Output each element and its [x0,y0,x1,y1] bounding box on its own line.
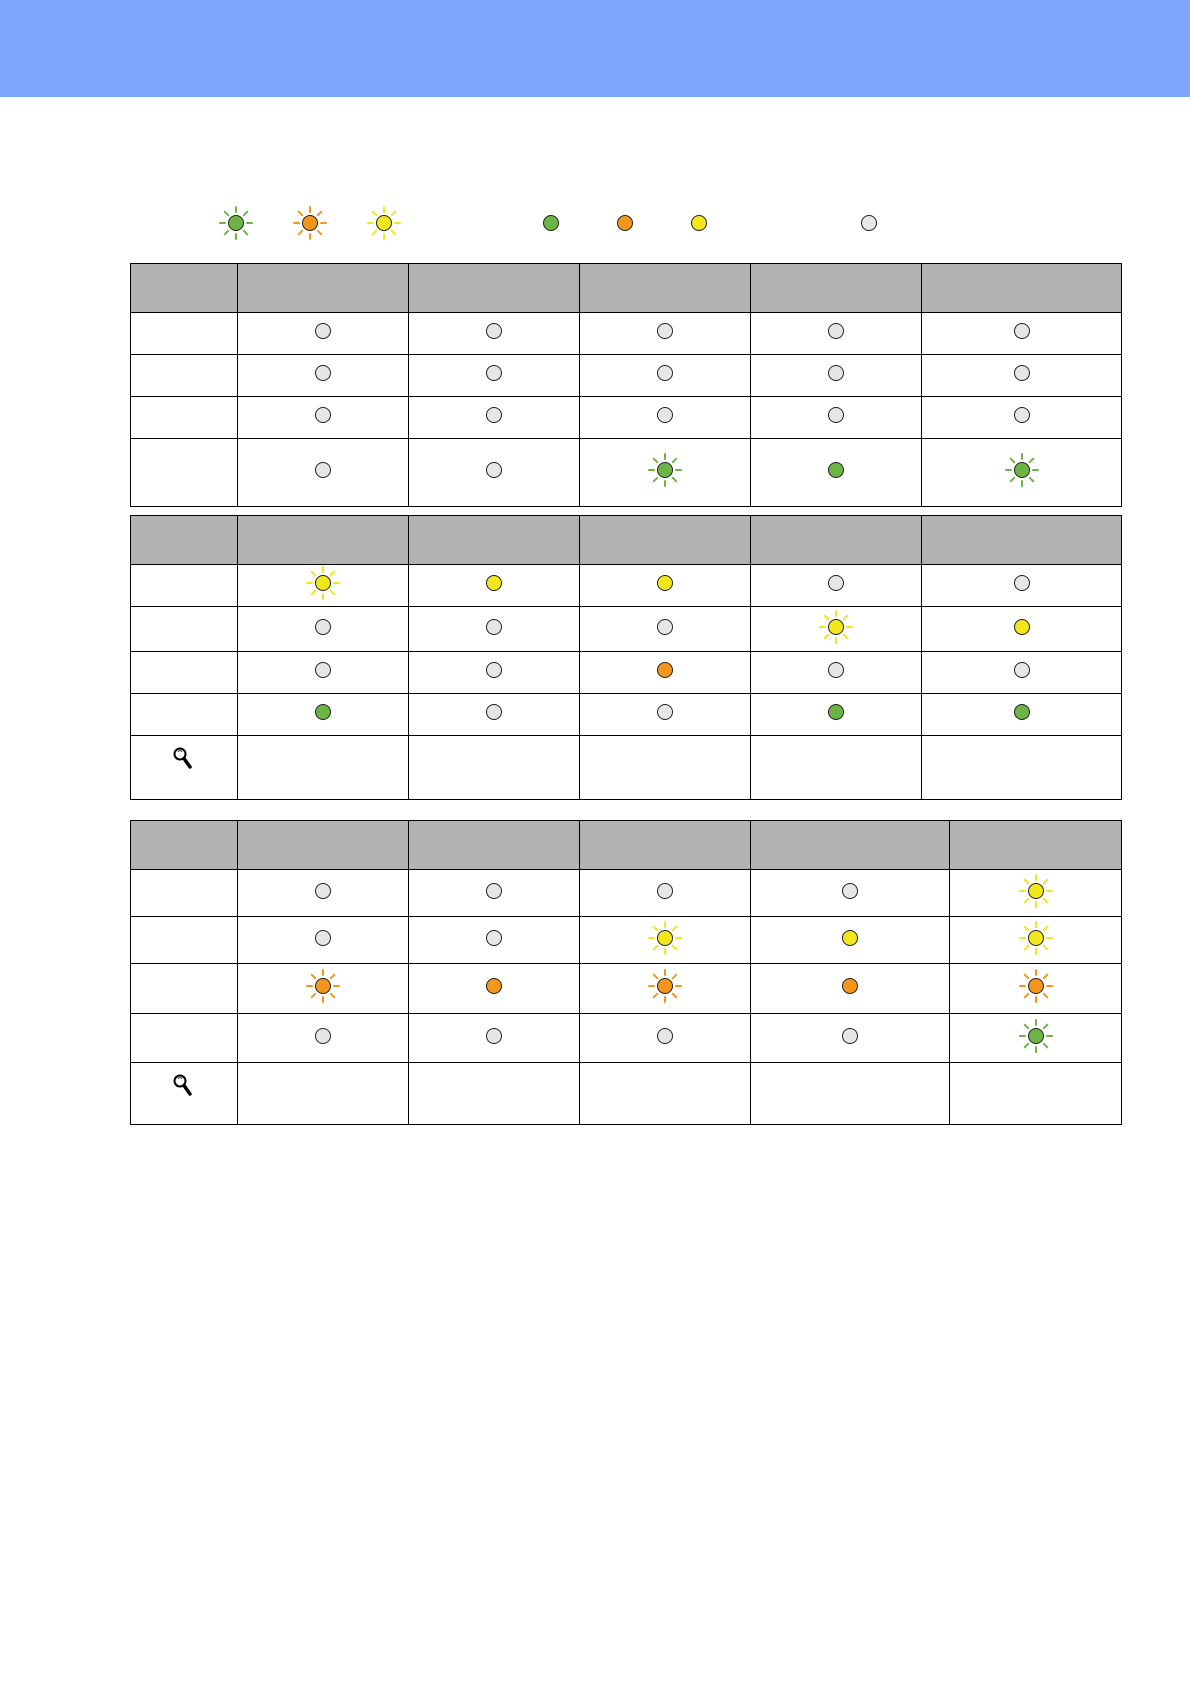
row-label-cell [131,652,238,694]
led-icon [751,652,921,693]
legend-yellow-on-led-icon [681,205,717,246]
led-icon [238,452,408,493]
header-cell [131,264,238,313]
legend-off-led-icon [851,205,887,246]
led-icon [950,968,1121,1009]
header-cell [238,516,409,565]
led-icon [580,313,750,354]
led-icon [580,920,750,961]
led-icon [751,968,949,1009]
led-icon [238,355,408,396]
row-label-cell [131,355,238,397]
led-icon [580,609,750,650]
led-icon [580,397,750,438]
led-icon [238,652,408,693]
legend-green-on-led-icon [533,205,569,246]
table-row [131,1063,1122,1125]
led-icon [238,920,408,961]
legend-orange-on-led-icon [607,205,643,246]
legend-yellow-blinking-led-icon [366,205,402,246]
zoom-cell [131,1063,238,1125]
header-cell [922,516,1122,565]
led-icon [751,694,921,735]
led-icon [950,1018,1121,1059]
header-cell [580,516,751,565]
table-row [131,736,1122,800]
led-legend [0,205,1190,249]
row-label-cell [131,694,238,736]
row-label-cell [131,397,238,439]
led-icon [922,565,1121,606]
table-row [131,694,1122,736]
table-row [131,652,1122,694]
led-icon [580,1018,750,1059]
header-cell [580,821,751,870]
header-cell [131,516,238,565]
table-header-row [131,516,1122,565]
led-icon [580,355,750,396]
table-row [131,313,1122,355]
row-label-cell [131,870,238,917]
led-icon [238,1018,408,1059]
header-cell [131,821,238,870]
led-icon [922,313,1121,354]
table-row [131,917,1122,964]
led-icon [922,355,1121,396]
header-cell [751,821,950,870]
led-icon [580,873,750,914]
led-icon [751,565,921,606]
led-icon [580,452,750,493]
row-label-cell [131,439,238,507]
header-cell [950,821,1122,870]
led-icon [950,920,1121,961]
led-icon [409,313,579,354]
table-row [131,870,1122,917]
led-icon [238,397,408,438]
led-icon [409,694,579,735]
led-icon [751,452,921,493]
led-icon [580,652,750,693]
led-icon [751,920,949,961]
led-icon [238,313,408,354]
legend-orange-blinking-led-icon [292,205,328,246]
header-cell [238,821,409,870]
header-cell [409,264,580,313]
header-cell [922,264,1122,313]
table-header-row [131,264,1122,313]
led-icon [922,452,1121,493]
table-header-row [131,821,1122,870]
table-row [131,565,1122,607]
header-cell [580,264,751,313]
led-icon [922,397,1121,438]
row-label-cell [131,313,238,355]
led-icon [922,652,1121,693]
led-icon [751,355,921,396]
led-icon [409,1018,579,1059]
led-icon [922,609,1121,650]
led-status-table-3 [130,820,1122,1125]
led-icon [409,968,579,1009]
led-icon [409,873,579,914]
led-status-table-2 [130,515,1122,800]
header-cell [409,821,580,870]
table-row [131,607,1122,652]
led-icon [409,565,579,606]
led-icon [751,397,921,438]
led-icon [580,565,750,606]
led-icon [409,920,579,961]
led-icon [409,609,579,650]
header-band [0,0,1190,97]
led-icon [238,968,408,1009]
row-label-cell [131,565,238,607]
zoom-cell [131,736,238,800]
header-cell [238,264,409,313]
table-row [131,397,1122,439]
led-icon [950,873,1121,914]
magnifier-icon [172,746,194,772]
header-cell [751,264,922,313]
led-icon [580,694,750,735]
table-row [131,1014,1122,1063]
table-row [131,964,1122,1014]
led-icon [751,1018,949,1059]
magnifier-icon [172,1073,194,1099]
legend-green-blinking-led-icon [218,205,254,246]
header-cell [409,516,580,565]
led-icon [922,694,1121,735]
table-row [131,439,1122,507]
led-icon [409,355,579,396]
led-status-table-1 [130,263,1122,507]
row-label-cell [131,607,238,652]
led-icon [751,609,921,650]
row-label-cell [131,917,238,964]
row-label-cell [131,1014,238,1063]
led-icon [409,452,579,493]
led-icon [238,565,408,606]
led-icon [409,397,579,438]
led-icon [238,873,408,914]
table-row [131,355,1122,397]
led-icon [751,873,949,914]
led-icon [238,694,408,735]
led-icon [751,313,921,354]
header-cell [751,516,922,565]
led-icon [238,609,408,650]
row-label-cell [131,964,238,1014]
led-icon [409,652,579,693]
led-icon [580,968,750,1009]
